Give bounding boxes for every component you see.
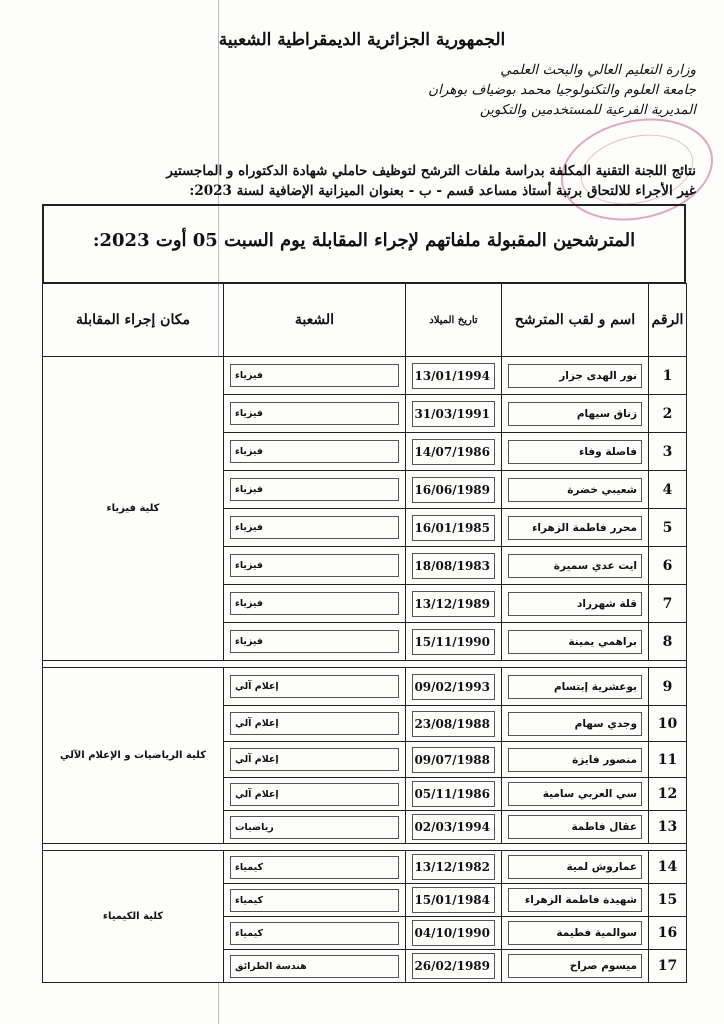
result-heading-line-2: غير الأجراء للالتحاق برتبة أستاذ مساعد قسم - ب - بعنوان الميزانية الإضافية لسنة 2023: [189,183,696,199]
table-header-row [43,284,687,357]
birth-date-value: 04/10/1990 [412,920,495,946]
row-number: 10 [649,706,687,742]
result-heading-line-1: نتائج اللجنة التقنية المكلفة بدراسة ملفات الترشح لتوظيف حاملي شهادة الدكتوراه و الماجستير [166,163,696,179]
group-spacer [43,844,687,851]
table-row [43,668,687,706]
branch [224,585,406,623]
branch [224,742,406,778]
row-number: 2 [649,395,687,433]
birth-date [406,547,502,585]
row-number: 13 [649,811,687,844]
branch-value: إعلام آلي [230,712,399,735]
republic-title: الجمهورية الجزائرية الديمقراطية الشعبية [218,30,506,50]
header-birth-date: تاريخ الميلاد [406,284,502,357]
candidate-name-value: فاصلة وفاء [508,440,642,464]
row-number: 6 [649,547,687,585]
branch-value: فيزياء [230,554,399,577]
birth-date [406,778,502,811]
birth-date-value: 15/01/1984 [412,887,495,913]
candidate-name-value: منصور فايزة [508,748,642,772]
branch-value: فيزياء [230,440,399,463]
branch [224,357,406,395]
row-number: 9 [649,668,687,706]
branch-value: إعلام آلي [230,675,399,698]
row-number: 12 [649,778,687,811]
branch [224,884,406,917]
birth-date [406,950,502,983]
candidate-name-value: شعيبي خضرة [508,478,642,502]
row-number: 11 [649,742,687,778]
group-spacer [43,661,687,668]
header-number: الرقم [649,284,687,357]
branch [224,623,406,661]
branch-value: فيزياء [230,592,399,615]
birth-date [406,917,502,950]
candidate-name [502,585,649,623]
row-number: 15 [649,884,687,917]
birth-date [406,509,502,547]
candidate-name [502,811,649,844]
table-row [43,851,687,884]
branch-value: إعلام آلي [230,748,399,771]
branch [224,917,406,950]
birth-date [406,668,502,706]
birth-date [406,811,502,844]
branch [224,395,406,433]
birth-date-value: 15/11/1990 [412,629,495,655]
candidate-name [502,433,649,471]
birth-date-value: 26/02/1989 [412,953,495,979]
candidate-name [502,357,649,395]
candidate-name-value: سي العربي سامية [508,782,642,806]
university-line: جامعة العلوم والتكنولوجيا محمد بوضياف بوهران [428,82,696,98]
row-number: 8 [649,623,687,661]
header-branch: الشعبة [224,284,406,357]
branch-value: فيزياء [230,402,399,425]
ministry-line: وزارة التعليم العالي والبحث العلمي [500,62,696,78]
birth-date [406,851,502,884]
birth-date-value: 31/03/1991 [412,401,495,427]
branch [224,706,406,742]
row-number: 7 [649,585,687,623]
candidate-name-value: نور الهدى جزار [508,364,642,388]
birth-date-value: 16/01/1985 [412,515,495,541]
birth-date [406,585,502,623]
row-number: 17 [649,950,687,983]
candidate-name-value: ايت عدي سميرة [508,554,642,578]
interview-place: كلية الكيمياء [43,851,224,983]
candidate-name-value: عماروش لمية [508,855,642,879]
group-spacer-cell [43,844,687,851]
table-body [43,357,687,983]
branch [224,433,406,471]
branch-value: فيزياء [230,478,399,501]
birth-date-value: 23/08/1988 [412,711,495,737]
candidate-name-value: قلة شهرزاد [508,592,642,616]
candidate-name [502,509,649,547]
candidate-name-value: وجدي سهام [508,712,642,736]
branch-value: كيمياء [230,856,399,879]
branch-value: فيزياء [230,630,399,653]
birth-date-value: 13/12/1982 [412,854,495,880]
candidate-name [502,706,649,742]
candidate-name [502,471,649,509]
candidate-name [502,778,649,811]
row-number: 16 [649,917,687,950]
branch-value: إعلام آلي [230,783,399,806]
branch [224,851,406,884]
birth-date-value: 13/12/1989 [412,591,495,617]
header-interview-place: مكان إجراء المقابلة [43,284,224,357]
interview-place: كلية فيزياء [43,357,224,661]
row-number: 1 [649,357,687,395]
birth-date-value: 13/01/1994 [412,363,495,389]
candidate-name-value: زناق سيهام [508,402,642,426]
branch-value: كيمياء [230,889,399,912]
candidate-name [502,668,649,706]
birth-date-value: 05/11/1986 [412,781,495,807]
birth-date-value: 09/07/1988 [412,747,495,773]
branch-value: فيزياء [230,364,399,387]
row-number: 3 [649,433,687,471]
candidate-name-value: شهيدة فاطمة الزهراء [508,888,642,912]
branch-value: فيزياء [230,516,399,539]
birth-date [406,471,502,509]
branch [224,668,406,706]
interview-place: كلية الرياضيات و الإعلام الآلي [43,668,224,844]
branch [224,811,406,844]
candidate-name-value: سوالمية فطيمة [508,921,642,945]
birth-date-value: 18/08/1983 [412,553,495,579]
birth-date [406,623,502,661]
birth-date-value: 16/06/1989 [412,477,495,503]
branch-value: رياضيات [230,816,399,839]
row-number: 5 [649,509,687,547]
birth-date [406,357,502,395]
table-row [43,357,687,395]
birth-date [406,742,502,778]
group-spacer-cell [43,661,687,668]
birth-date [406,433,502,471]
candidate-name-value: ميسوم صراح [508,954,642,978]
birth-date [406,706,502,742]
birth-date-value: 14/07/1986 [412,439,495,465]
branch [224,547,406,585]
birth-date [406,884,502,917]
branch [224,471,406,509]
candidate-name [502,851,649,884]
candidate-name [502,950,649,983]
birth-date-value: 09/02/1993 [412,674,495,700]
header-name: اسم و لقب المترشح [502,284,649,357]
branch [224,778,406,811]
candidate-name [502,623,649,661]
directorate-line: المديرية الفرعية للمستخدمين والتكوين [479,102,696,118]
session-title: المترشحين المقبولة ملفاتهم لإجراء المقابلة يوم السبت 05 أوت 2023: [92,230,636,251]
candidate-name [502,917,649,950]
row-number: 4 [649,471,687,509]
branch-value: كيمياء [230,922,399,945]
candidate-name [502,742,649,778]
session-title-frame [42,204,686,284]
branch-value: هندسة الطرائق [230,955,399,978]
birth-date [406,395,502,433]
branch [224,950,406,983]
candidates-table [42,283,687,983]
candidate-name-value: محرر فاطمة الزهراء [508,516,642,540]
candidate-name-value: براهمي يمينة [508,630,642,654]
branch [224,509,406,547]
candidate-name [502,395,649,433]
row-number: 14 [649,851,687,884]
candidate-name [502,547,649,585]
candidate-name-value: بوعشرية إبتسام [508,675,642,699]
candidate-name [502,884,649,917]
candidate-name-value: عقال فاطمة [508,815,642,839]
birth-date-value: 02/03/1994 [412,814,495,840]
